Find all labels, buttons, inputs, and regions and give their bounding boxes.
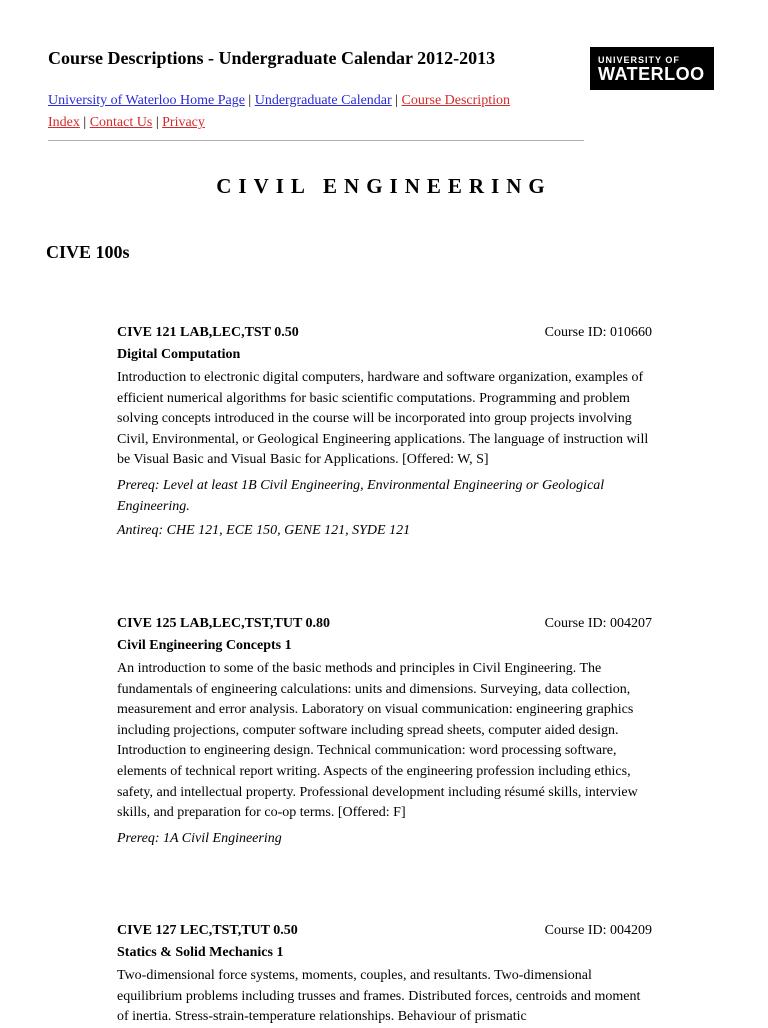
header-divider <box>48 140 584 141</box>
logo-line-2: WATERLOO <box>598 64 705 84</box>
undergraduate-calendar-link[interactable]: Undergraduate Calendar <box>254 93 392 108</box>
course-name: Statics & Solid Mechanics 1 <box>117 945 284 960</box>
course-series-heading: CIVE 100s <box>46 242 130 262</box>
page-title: Course Descriptions - Undergraduate Calendar 2012-2013 <box>48 48 496 68</box>
course-id: Course ID: 004209 <box>544 923 652 938</box>
breadcrumb-nav <box>48 90 588 134</box>
university-logo[interactable] <box>590 47 714 90</box>
course-id: Course ID: 010660 <box>544 325 652 340</box>
logo-line-1: UNIVERSITY OF <box>598 55 680 65</box>
course-code: CIVE 127 LEC,TST,TUT 0.50 <box>117 923 298 938</box>
contact-us-link[interactable]: Contact Us <box>89 115 153 130</box>
nav-separator: | <box>395 93 398 108</box>
nav-separator: | <box>155 115 159 130</box>
course-entry <box>117 920 652 1028</box>
home-page-link[interactable]: University of Waterloo Home Page <box>48 93 245 108</box>
course-description-index-link-part2: Index <box>48 115 80 130</box>
nav-separator: | <box>83 115 87 130</box>
department-heading: CIVIL ENGINEERING <box>216 174 552 198</box>
course-description: Introduction to electronic digital computers, hardware and software organization, examples of efficient numerical algorithms for basic scientific computations. Programming and problem solving concepts introduced in the course will be incorporated into group projects involving Civil, Environmental, or Geological Engineering applications. The language of instruction will be Visual Basic and Visual Basic for Applications. [Offered: W, S] <box>117 370 649 468</box>
course-prereq: Prereq: 1A Civil Engineering <box>117 830 282 846</box>
course-name: Digital Computation <box>117 347 241 362</box>
course-id: Course ID: 004207 <box>544 616 652 631</box>
course-description: Two-dimensional force systems, moments, couples, and resultants. Two-dimensional equilibrium problems including trusses and frames. Distributed forces, centroids and moment of inertia. Stress-strain-temperature relationships. Behaviour of prismatic <box>117 968 641 1025</box>
course-name: Civil Engineering Concepts 1 <box>117 638 292 653</box>
course-prereq: Prereq: Level at least 1B Civil Engineering, Environmental Engineering or Geological Engineering. <box>117 477 605 514</box>
course-code: CIVE 121 LAB,LEC,TST 0.50 <box>117 325 299 340</box>
privacy-link[interactable]: Privacy <box>162 115 205 130</box>
course-code: CIVE 125 LAB,LEC,TST,TUT 0.80 <box>117 616 331 631</box>
course-entry <box>117 322 652 542</box>
course-antireq: Antireq: CHE 121, ECE 150, GENE 121, SYDE 121 <box>117 523 411 539</box>
nav-separator: | <box>248 93 252 108</box>
course-description-index-link-part1: Course Description <box>401 93 510 108</box>
course-entry <box>117 613 652 849</box>
course-description: An introduction to some of the basic methods and principles in Civil Engineering. The fundamentals of engineering calculations: units and dimensions. Surveying, data collection, measurement and error analysis. Laboratory on visual communication: engineering graphics including projections, computer software including spread sheets, computer aided design. Introduction to engineering design. Technical communication: word processing software, elements of technical report writing. Aspects of the engineering profession including ethics, safety, and intellectual property. Professional development including résumé skills, interview skills, and preparation for co-op terms. [Offered: F] <box>117 661 638 821</box>
